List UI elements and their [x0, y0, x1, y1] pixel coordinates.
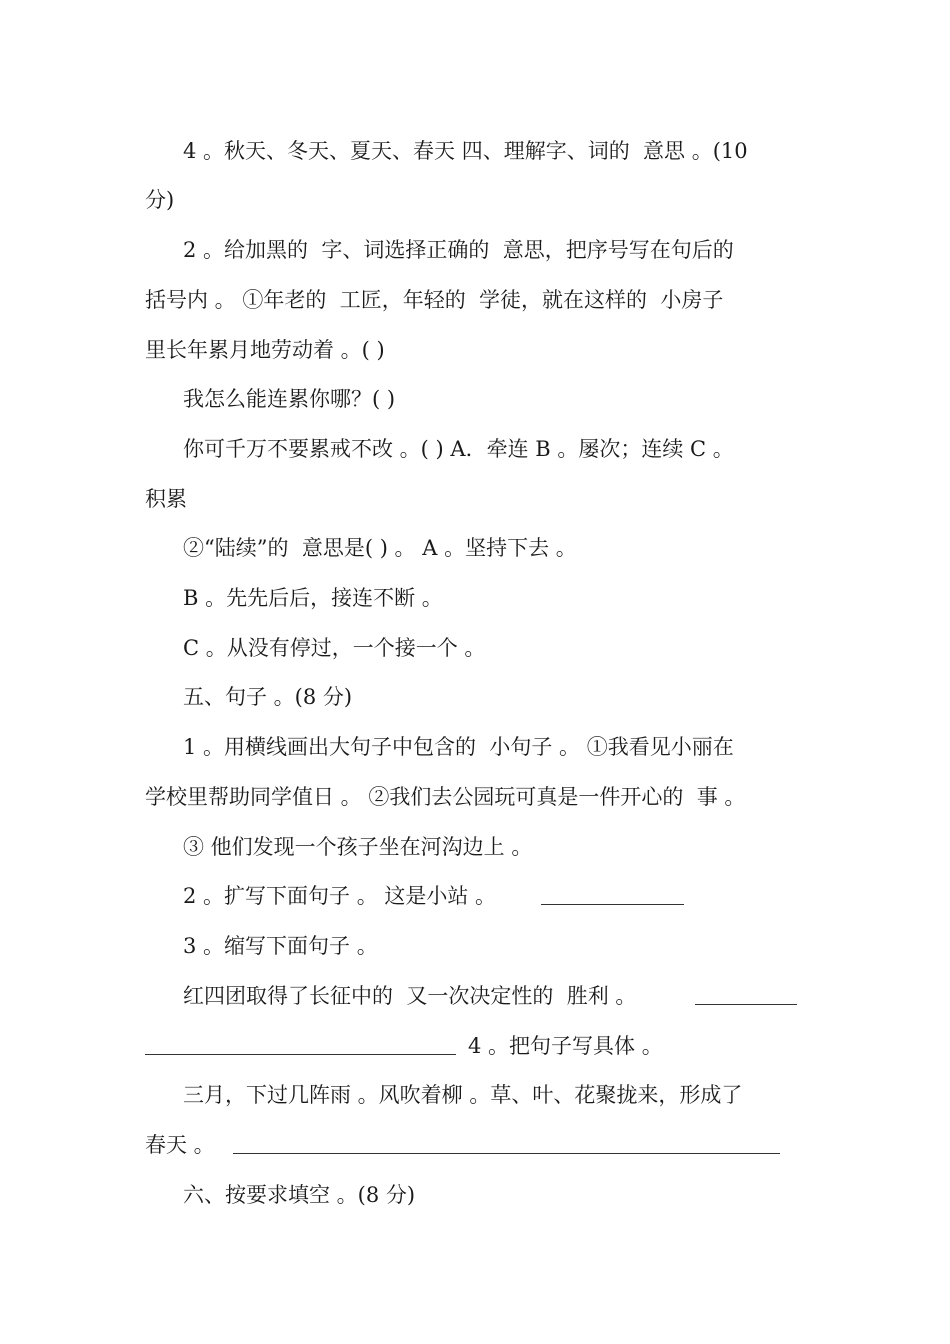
- answer-blank-line[interactable]: [541, 904, 684, 905]
- text-line: [0, 379, 950, 419]
- text-line: [0, 330, 950, 370]
- text-line: [0, 1125, 950, 1165]
- line-text: ③ 他们发现一个孩子坐在河沟边上 。: [183, 835, 533, 859]
- text-line: [0, 578, 950, 618]
- line-text: 五、句子 。(8 分): [183, 685, 353, 709]
- text-line: [0, 1075, 950, 1115]
- text-line: [0, 230, 950, 270]
- text-line: [0, 926, 950, 966]
- answer-blank-line[interactable]: [145, 1054, 456, 1055]
- text-line: [0, 876, 950, 916]
- text-line: [0, 976, 950, 1016]
- line-text: 括号内 。 ①年老的 工匠，年轻的 学徒，就在这样的 小房子: [145, 288, 724, 312]
- line-text: 4 。把句子写具体 。: [468, 1034, 663, 1058]
- line-text: 里长年累月地劳动着 。( ): [145, 338, 385, 362]
- text-line: [0, 280, 950, 320]
- line-text: 4 。秋天、冬天、夏天、春天 四、理解字、词的 意思 。(10: [183, 139, 748, 163]
- line-text: C 。从没有停过，一个接一个 。: [183, 636, 486, 660]
- text-line: [0, 429, 950, 469]
- text-line: [0, 727, 950, 767]
- text-line: [0, 131, 950, 171]
- text-line: [0, 827, 950, 867]
- line-text: ②“陆续”的 意思是( ) 。 A 。坚持下去 。: [183, 536, 577, 560]
- line-text: B 。先先后后，接连不断 。: [183, 586, 443, 610]
- text-line: [0, 628, 950, 668]
- text-line: [0, 777, 950, 817]
- text-line: [0, 1026, 950, 1066]
- answer-blank-line[interactable]: [233, 1153, 780, 1154]
- line-text: 三月，下过几阵雨 。风吹着柳 。草、叶、花聚拢来，形成了: [183, 1083, 743, 1107]
- line-text: 六、按要求填空 。(8 分): [183, 1183, 416, 1207]
- line-text: 红四团取得了长征中的 又一次决定性的 胜利 。: [183, 984, 637, 1008]
- text-line: [0, 528, 950, 568]
- line-text: 春天 。: [145, 1133, 215, 1157]
- answer-blank-line[interactable]: [695, 1004, 797, 1005]
- text-line: [0, 479, 950, 519]
- section-heading: [0, 1175, 950, 1215]
- line-text: 2 。扩写下面句子 。 这是小站 。: [183, 884, 497, 908]
- line-text: 你可千万不要累戒不改 。( ) A．牵连 B 。屡次；连续 C 。: [183, 437, 734, 461]
- line-text: 1 。用横线画出大句子中包含的 小句子 。 ①我看见小丽在: [183, 735, 734, 759]
- line-text: 3 。缩写下面句子 。: [183, 934, 378, 958]
- line-text: 2 。给加黑的 字、词选择正确的 意思，把序号写在句后的: [183, 238, 734, 262]
- line-text: 积累: [145, 487, 187, 511]
- line-text: 学校里帮助同学值日 。 ②我们去公园玩可真是一件开心的 事 。: [145, 785, 746, 809]
- text-line: [0, 180, 950, 220]
- line-text: 分): [145, 188, 175, 212]
- section-heading: [0, 677, 950, 717]
- line-text: 我怎么能连累你哪？( ): [183, 387, 396, 411]
